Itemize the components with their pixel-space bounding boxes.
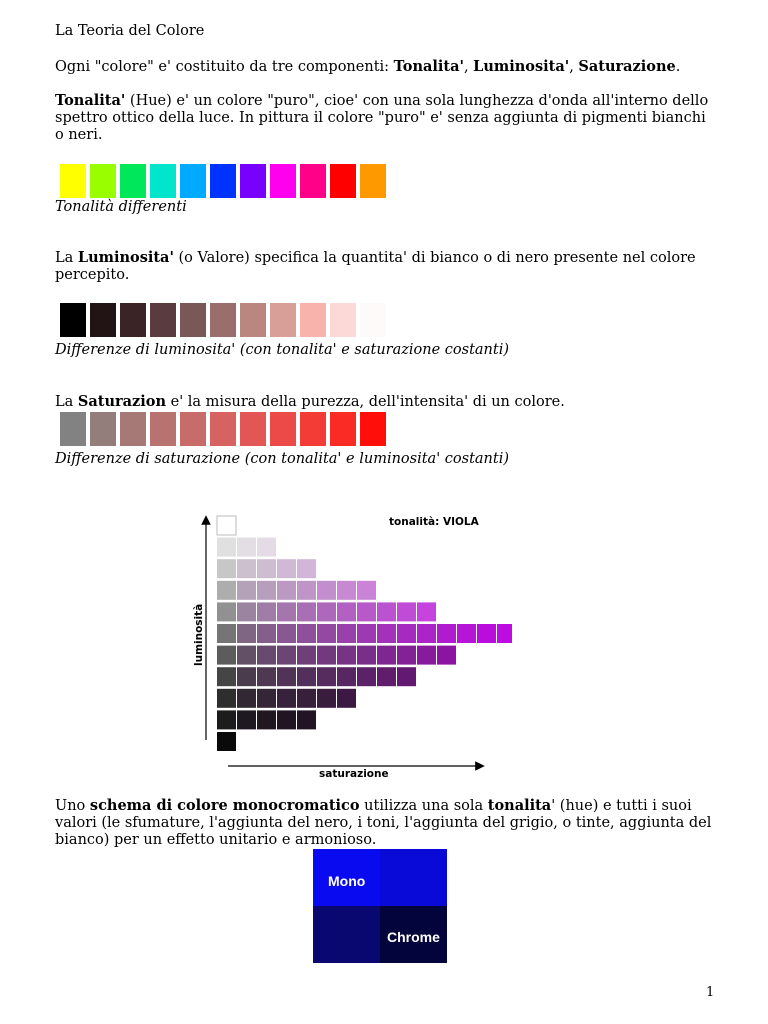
luminosity-swatch bbox=[360, 303, 386, 337]
chrome-label: Chrome bbox=[387, 929, 440, 945]
hue-swatch bbox=[60, 164, 86, 198]
chart-cell bbox=[237, 538, 256, 557]
luminosity-paragraph: La Luminosita' (o Valore) specifica la quantita' di bianco o di nero presente nel colore percepito. bbox=[55, 249, 696, 283]
chart-cell bbox=[297, 646, 316, 665]
chart-cell bbox=[357, 646, 376, 665]
chart-cell bbox=[297, 689, 316, 708]
chart-cell bbox=[257, 646, 276, 665]
chart-cell bbox=[317, 646, 336, 665]
chart-cell bbox=[217, 516, 236, 535]
chart-cell bbox=[297, 581, 316, 600]
chart-cell bbox=[477, 624, 496, 643]
chart-cell bbox=[217, 667, 236, 686]
luminosity-swatch bbox=[270, 303, 296, 337]
chart-cell bbox=[297, 710, 316, 729]
chart-cell bbox=[397, 624, 416, 643]
chart-cell bbox=[397, 646, 416, 665]
luminosity-swatch bbox=[240, 303, 266, 337]
chart-cell bbox=[317, 689, 336, 708]
chart-cell bbox=[377, 667, 396, 686]
chart-cell bbox=[377, 602, 396, 621]
mono-quadrant-bottom-left bbox=[313, 906, 380, 963]
luminosity-caption: Differenze di luminosita' (con tonalita' e saturazione costanti) bbox=[55, 342, 510, 358]
hue-swatch bbox=[180, 164, 206, 198]
hue-swatch bbox=[150, 164, 176, 198]
chart-cell bbox=[317, 667, 336, 686]
monochrome-paragraph: Uno schema di colore monocromatico utilizza una sola tonalita' (hue) e tutti i suoi valori (le sfumature, l'aggiunta del nero, i toni, l'aggiunta del grigio, o tinte, aggiunta del bianco) per un effetto unitario e armonioso. bbox=[55, 797, 712, 848]
chart-cell bbox=[237, 559, 256, 578]
saturation-swatch bbox=[330, 412, 356, 446]
chart-cell bbox=[257, 624, 276, 643]
chart-cell bbox=[257, 559, 276, 578]
chart-cells bbox=[217, 516, 512, 751]
chart-cell bbox=[337, 581, 356, 600]
chart-cell bbox=[237, 710, 256, 729]
luminosity-swatch bbox=[300, 303, 326, 337]
term-tonalita: Tonalita' bbox=[393, 58, 464, 75]
chart-cell bbox=[257, 581, 276, 600]
luminosity-swatch bbox=[180, 303, 206, 337]
chart-cell bbox=[317, 602, 336, 621]
luminosity-swatch bbox=[60, 303, 86, 337]
hue-term: Tonalita' bbox=[55, 92, 126, 109]
chart-cell bbox=[277, 602, 296, 621]
chart-cell bbox=[237, 667, 256, 686]
chart-cell bbox=[277, 689, 296, 708]
monochrome-definition: ' (hue) e tutti i suoi valori (le sfumature, l'aggiunta del nero, i toni, l'aggiunta del grigio, o tinte, aggiunta del bianco) per un effetto unitario e armonioso. bbox=[55, 798, 712, 848]
luminosity-term: Luminosita' bbox=[77, 249, 174, 266]
chart-cell bbox=[337, 602, 356, 621]
saturation-swatch bbox=[120, 412, 146, 446]
chart-cell bbox=[277, 646, 296, 665]
hue-swatch bbox=[120, 164, 146, 198]
chart-cell bbox=[417, 646, 436, 665]
chart-title: tonalità: VIOLA bbox=[389, 516, 479, 528]
chart-cell bbox=[337, 689, 356, 708]
chart-cell bbox=[237, 602, 256, 621]
chart-cell bbox=[297, 667, 316, 686]
hue-swatch bbox=[240, 164, 266, 198]
chart-cell bbox=[217, 559, 236, 578]
hue-definition: (Hue) e' un colore "puro", cioe' con una sola lunghezza d'onda all'interno dello spettro ottico della luce. In pittura il colore "puro" e' senza aggiunta di pigmenti bianchi o neri. bbox=[55, 93, 709, 143]
chart-cell bbox=[217, 581, 236, 600]
hue-paragraph bbox=[55, 92, 715, 144]
chart-cell bbox=[337, 646, 356, 665]
chart-cell bbox=[437, 646, 456, 665]
saturation-swatch bbox=[360, 412, 386, 446]
saturation-swatch bbox=[240, 412, 266, 446]
saturation-swatch bbox=[210, 412, 236, 446]
chart-cell bbox=[357, 624, 376, 643]
chart-cell bbox=[257, 667, 276, 686]
saturation-swatch bbox=[150, 412, 176, 446]
document-title: La Teoria del Colore bbox=[55, 23, 205, 39]
chart-cell bbox=[357, 602, 376, 621]
chart-cell bbox=[277, 581, 296, 600]
mono-label: Mono bbox=[328, 873, 366, 889]
chart-cell bbox=[217, 732, 236, 751]
chart-cell bbox=[457, 624, 476, 643]
chart-cell bbox=[277, 624, 296, 643]
chart-cell bbox=[237, 689, 256, 708]
chart-cell bbox=[237, 624, 256, 643]
chart-cell bbox=[257, 710, 276, 729]
chart-cell bbox=[397, 602, 416, 621]
chart-cell bbox=[257, 602, 276, 621]
monochrome-image bbox=[313, 849, 447, 963]
chart-cell bbox=[497, 624, 512, 643]
term-luminosita: Luminosita' bbox=[473, 58, 570, 75]
chart-cell bbox=[297, 602, 316, 621]
hue-swatch bbox=[270, 164, 296, 198]
chart-cell bbox=[217, 624, 236, 643]
page-number: 1 bbox=[706, 985, 715, 1000]
luminosity-swatch bbox=[120, 303, 146, 337]
chart-cell bbox=[297, 624, 316, 643]
saturation-swatch-row bbox=[60, 412, 386, 446]
chart-cell bbox=[217, 710, 236, 729]
viola-color-chart bbox=[182, 508, 512, 788]
chart-cell bbox=[277, 710, 296, 729]
chart-cell bbox=[357, 581, 376, 600]
saturation-paragraph: La Saturazion e' la misura della purezza, dell'intensita' di un colore. bbox=[55, 393, 565, 410]
chart-cell bbox=[417, 602, 436, 621]
y-axis-label: luminosità bbox=[193, 603, 205, 666]
x-axis-label: saturazione bbox=[319, 768, 389, 780]
monochrome-term: schema di colore monocromatico bbox=[89, 797, 360, 814]
luminosity-swatch bbox=[90, 303, 116, 337]
chart-cell bbox=[237, 646, 256, 665]
chart-cell bbox=[217, 538, 236, 557]
hue-swatch bbox=[90, 164, 116, 198]
hue-caption: Tonalità differenti bbox=[55, 199, 187, 215]
saturation-swatch bbox=[270, 412, 296, 446]
hue-swatch bbox=[330, 164, 356, 198]
luminosity-definition: (o Valore) specifica la quantita' di bianco o di nero presente nel colore percepito. bbox=[55, 250, 696, 283]
luminosity-swatch bbox=[330, 303, 356, 337]
chart-cell bbox=[297, 559, 316, 578]
term-saturazione: Saturazione bbox=[578, 58, 676, 75]
chart-cell bbox=[337, 667, 356, 686]
chart-cell bbox=[257, 689, 276, 708]
chart-cell bbox=[257, 538, 276, 557]
saturation-definition: e' la misura della purezza, dell'intensita' di un colore. bbox=[166, 394, 565, 410]
luminosity-swatch bbox=[150, 303, 176, 337]
tonalita-term: tonalita bbox=[487, 797, 552, 814]
hue-swatch bbox=[210, 164, 236, 198]
chart-cell bbox=[417, 624, 436, 643]
saturation-term: Saturazion bbox=[77, 393, 166, 410]
hue-swatch bbox=[360, 164, 386, 198]
chart-cell bbox=[397, 667, 416, 686]
saturation-caption: Differenze di saturazione (con tonalita' e luminosita' costanti) bbox=[55, 451, 510, 467]
hue-swatch bbox=[300, 164, 326, 198]
intro-paragraph: Ogni "colore" e' costituito da tre componenti: Tonalita', Luminosita', Saturazione. bbox=[55, 58, 681, 75]
intro-text: Ogni "colore" e' costituito da tre componenti: bbox=[55, 59, 394, 75]
chart-cell bbox=[317, 624, 336, 643]
chart-cell bbox=[277, 559, 296, 578]
chart-cell bbox=[217, 646, 236, 665]
saturation-swatch bbox=[60, 412, 86, 446]
chart-cell bbox=[277, 667, 296, 686]
luminosity-swatch bbox=[210, 303, 236, 337]
saturation-swatch bbox=[90, 412, 116, 446]
luminosity-swatch-row bbox=[60, 303, 386, 337]
chart-cell bbox=[357, 667, 376, 686]
chart-cell bbox=[337, 624, 356, 643]
chart-cell bbox=[377, 624, 396, 643]
chart-cell bbox=[377, 646, 396, 665]
chart-cell bbox=[217, 689, 236, 708]
chart-cell bbox=[437, 624, 456, 643]
chart-cell bbox=[317, 581, 336, 600]
saturation-swatch bbox=[300, 412, 326, 446]
chart-cell bbox=[217, 602, 236, 621]
mono-quadrant-top-right bbox=[380, 849, 447, 906]
chart-cell bbox=[237, 581, 256, 600]
hue-swatch-row bbox=[60, 164, 386, 198]
saturation-swatch bbox=[180, 412, 206, 446]
